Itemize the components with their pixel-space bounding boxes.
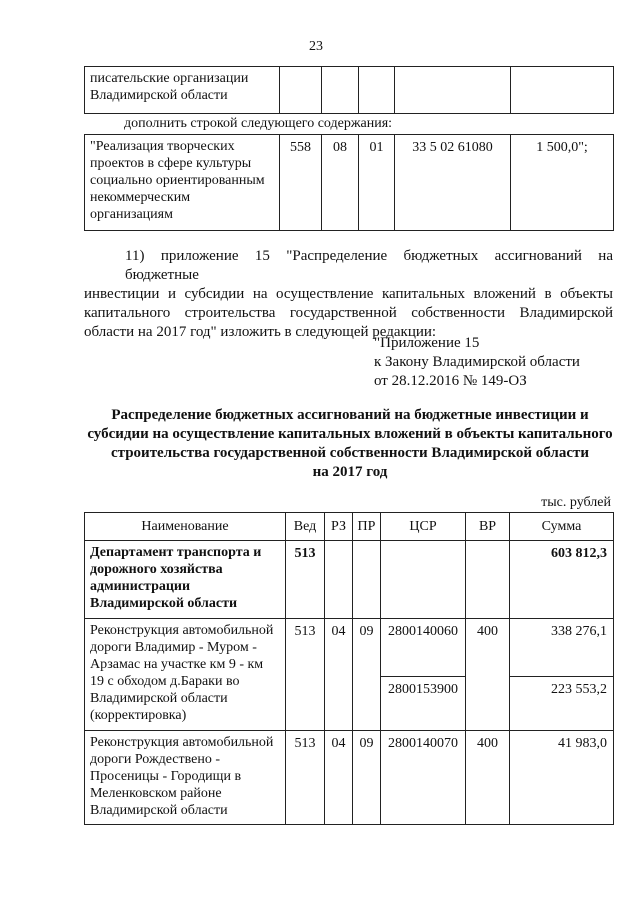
page-number: 23 (309, 39, 323, 54)
sum-cell: 41 983,0 (510, 731, 614, 825)
row-name-line: организациям (90, 207, 173, 222)
header-vr: ВР (466, 513, 510, 541)
document-heading (70, 406, 630, 482)
header-pr: ПР (353, 513, 381, 541)
sum-cell: 603 812,3 (510, 541, 614, 619)
heading-line: на 2017 год (312, 464, 388, 480)
csr-cell: 33 5 02 61080 (395, 135, 511, 231)
table-row (85, 135, 614, 231)
paragraph-line: капитального строительства государственной собственности Владимирской (84, 305, 613, 321)
header-name: Наименование (85, 513, 286, 541)
pr-cell: 09 (353, 731, 381, 825)
ved-cell: 513 (286, 619, 325, 731)
row-name-line: дороги Рождествено - (90, 752, 221, 767)
appendix-line: "Приложение 15 (374, 335, 480, 351)
csr-cell: 2800153900 (381, 677, 466, 731)
row-name-line: Реконструкция автомобильной (90, 735, 274, 750)
header-row (85, 513, 614, 541)
table-cell (85, 135, 280, 231)
csr-cell: 2800140070 (381, 731, 466, 825)
header-rz: РЗ (325, 513, 353, 541)
row-name-line: Владимирской области (90, 596, 238, 611)
heading-line: Распределение бюджетных ассигнований на бюджетные инвестиции и (111, 407, 589, 423)
row-name-line: (корректировка) (90, 708, 187, 723)
sum-cell: 223 553,2 (510, 677, 614, 731)
vr-cell: 400 (466, 619, 510, 731)
top-table (84, 66, 614, 114)
row-name-line: администрации (90, 579, 191, 594)
row-name-line: "Реализация творческих (90, 139, 235, 154)
road2-name-cell (85, 731, 286, 825)
row-name-line: некоммерческим (90, 190, 191, 205)
table-row (85, 731, 614, 825)
row-name-line: Меленковском районе (90, 786, 222, 801)
row-name-line: Владимирской области (90, 803, 228, 818)
row-name-line: дороги Владимир - Муром - (90, 640, 257, 655)
rz-cell: 04 (325, 619, 353, 731)
ved-cell: 558 (280, 135, 322, 231)
row-name-line: дорожного хозяйства (90, 562, 223, 577)
ved-cell: 513 (286, 731, 325, 825)
vr-cell: 400 (466, 731, 510, 825)
row-name-line: социально ориентированным (90, 173, 265, 188)
table-row (85, 541, 614, 619)
table-cell (85, 67, 280, 114)
pr-cell: 01 (359, 135, 395, 231)
road1-name-cell (85, 619, 286, 731)
paragraph-line: 11) приложение 15 "Распределение бюджетных ассигнований на бюджетные (125, 248, 613, 283)
header-csr: ЦСР (381, 513, 466, 541)
row-name-line: Владимирской области (90, 88, 228, 103)
rz-cell: 04 (325, 731, 353, 825)
row-name-line: 19 с обходом д.Бараки во (90, 674, 240, 689)
appendix-line: к Закону Владимирской области (374, 354, 580, 370)
pr-cell: 09 (353, 619, 381, 731)
units-label: тыс. рублей (541, 495, 611, 510)
ved-cell: 513 (286, 541, 325, 619)
row-name-line: Владимирской области (90, 691, 228, 706)
header-sum: Сумма (510, 513, 614, 541)
top-table-new-row (84, 134, 614, 231)
row-name-line: Реконструкция автомобильной (90, 623, 274, 638)
row-name-line: Просеницы - Городищи в (90, 769, 242, 784)
paragraph-line: инвестиции и субсидии на осуществление капитальных вложений в объекты (84, 286, 613, 302)
csr-cell: 2800140060 (381, 619, 466, 677)
table-row (85, 619, 614, 677)
row-name-line: Арзамас на участке км 9 - км (90, 657, 264, 672)
sum-cell: 1 500,0"; (511, 135, 614, 231)
add-note: дополнить строкой следующего содержания: (124, 116, 393, 131)
table-row (85, 67, 614, 114)
rz-cell: 08 (322, 135, 359, 231)
appendix-reference (374, 334, 580, 391)
appendix-line: от 28.12.2016 № 149-ОЗ (374, 373, 527, 389)
amendment-paragraph (84, 247, 613, 342)
heading-line: субсидии на осуществление капитальных вложений в объекты капитального (87, 426, 613, 442)
heading-line: строительства государственной собственности Владимирской области (111, 445, 589, 461)
allocation-table (84, 512, 614, 825)
header-ved: Вед (286, 513, 325, 541)
row-name-line: Департамент транспорта и (90, 545, 262, 560)
row-name-line: проектов в сфере культуры (90, 156, 252, 171)
dept-name-cell (85, 541, 286, 619)
row-name-line: писательские организации (90, 71, 249, 86)
paragraph-line: области на 2017 год" изложить в следующей редакции: (84, 324, 437, 340)
sum-cell: 338 276,1 (510, 619, 614, 677)
